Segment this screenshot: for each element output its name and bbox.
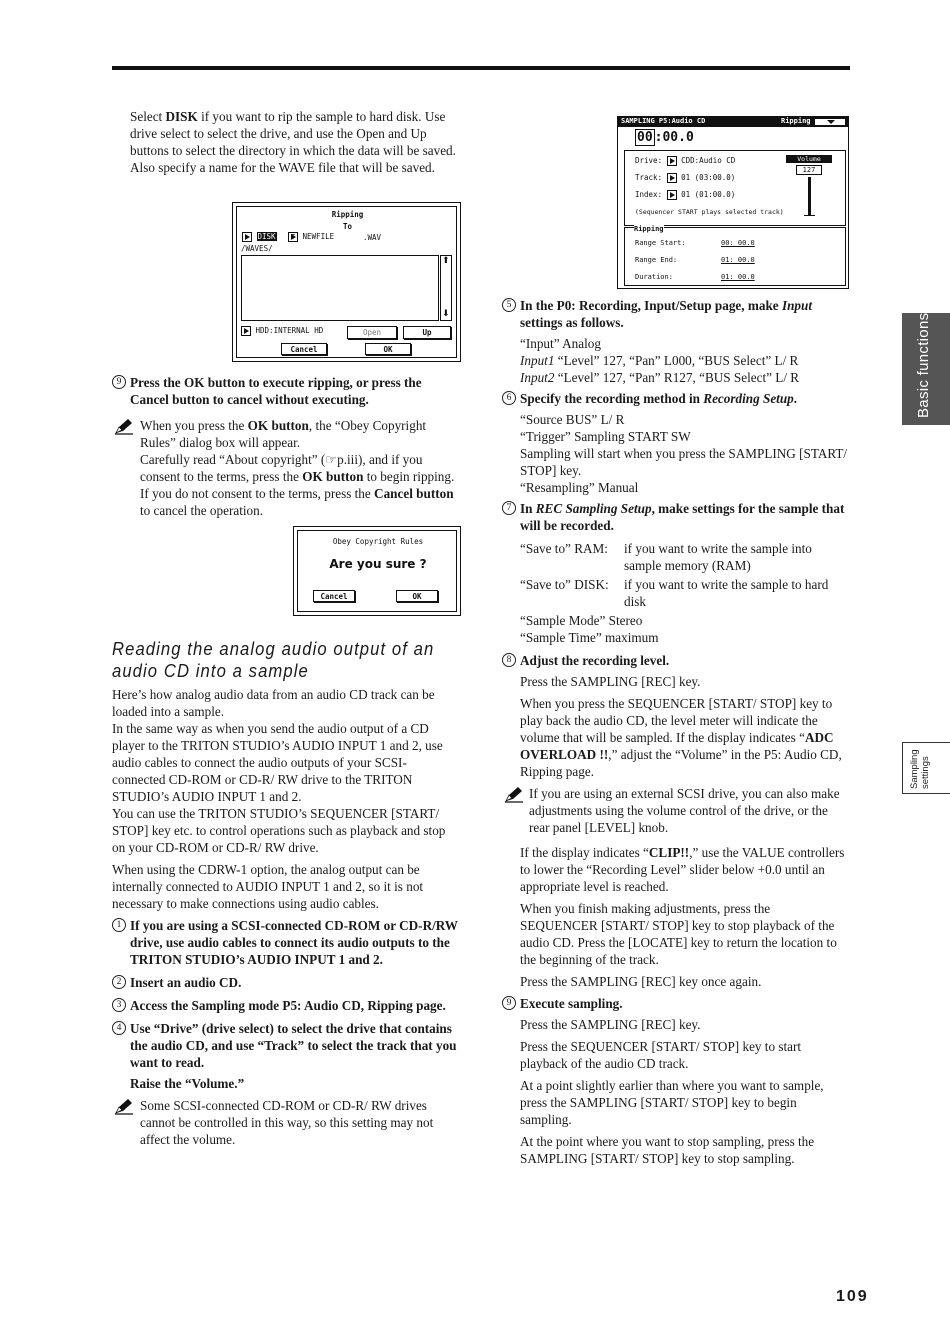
step-9-begin-sampling: At a point slightly earlier than where you want to sample, press the SAMPLING [START/ STOP] key to begin sampling. — [520, 1078, 824, 1127]
obey-ok-button[interactable]: OK — [396, 590, 438, 602]
pencil-note-icon — [504, 785, 524, 803]
sampling-settings-tab: Sampling settings — [902, 742, 950, 794]
step-8-level-meter: When you press the SEQUENCER [START/ STOP] key to play back the audio CD, the level meter will indicate the volume that will be sampled. If the display indicates “ADC OVERLOAD !!,” adjust the “Volume” in the P5: Audio CD, Ripping page. — [520, 696, 842, 779]
intro-paragraph: Select DISK if you want to rip the sample to hard disk. Use drive select to select the drive, and use the Open and Up buttons to select the directory in which the data will be saved. Also specify a name for the WAVE file that will be saved. — [130, 109, 456, 175]
file-list-scrollbar[interactable] — [440, 255, 452, 321]
scroll-up-icon[interactable]: ⬆ — [442, 256, 450, 266]
note-scsi: Some SCSI-connected CD-ROM or CD-R/ RW drives cannot be controlled in this way, so this setting may not affect the volume. — [112, 1097, 460, 1148]
step-9-stop-sampling: At the point where you want to stop sampling, press the SAMPLING [START/ STOP] key to stop sampling. — [520, 1134, 815, 1166]
left-column-mid — [112, 374, 460, 525]
ripping-title: Ripping — [331, 210, 364, 219]
left-column — [112, 108, 460, 184]
note-external-scsi: If you are using an external SCSI drive, you can also make adjustments using the volume control of the drive, or the rear panel [LEVEL] knob. — [502, 785, 850, 836]
basic-functions-tab: Basic functions — [902, 313, 950, 425]
obey-copyright-dialog — [293, 526, 461, 616]
volume-slider[interactable] — [808, 177, 811, 215]
para-4: When using the CDRW-1 option, the analog output can be internally connected to AUDIO INPUT 1 and 2, so it is not necessary to make connections using audio cables. — [112, 862, 424, 911]
up-button[interactable]: Up — [403, 326, 451, 339]
page-menu[interactable] — [814, 118, 846, 126]
step-7: 7 In REC Sampling Setup, make settings for the sample that will be recorded. — [502, 500, 850, 534]
clip-paragraph: If the display indicates “CLIP!!,” use the VALUE controllers to lower the “Recording Level” slider below +0.0 until an appropriate level is reached. — [520, 845, 845, 894]
ripping-dialog — [232, 202, 461, 362]
range-start-label: Range Start: — [635, 239, 686, 247]
step-8: 8 Adjust the recording level. — [502, 652, 850, 669]
save-to-disk: “Save to” DISK: if you want to write the sample to hard disk — [520, 577, 829, 609]
finish-paragraph: When you finish making adjustments, press the SEQUENCER [START/ STOP] key to stop playback of the audio CD. Press the [LOCATE] key to return the location to the beginning of the track. — [520, 901, 837, 967]
recording-settings: “Source BUS” L/ R “Trigger” Sampling START SW Sampling will start when you press the SAMPLING [START/ STOP] key. “Resampling” Manual — [520, 412, 848, 495]
note-obey: When you press the OK button, the “Obey Copyright Rules” dialog box will appear. Carefully read “About copyright” (☞p.iii), and if you consent to the terms, press the OK button to begin ripping. If you do not consent to the terms, press the Cancel button to cancel the operation. — [112, 417, 460, 519]
section-heading: Reading the analog audio output of an audio CD into a sample — [112, 638, 435, 681]
cancel-button[interactable]: Cancel — [281, 343, 327, 355]
time-display: 00 :00.0 — [637, 130, 694, 145]
screen-header: SAMPLING P5:Audio CD — [621, 117, 706, 125]
step-5: 5 In the P0: Recording, Input/Setup page, make Input settings as follows. — [502, 297, 850, 331]
para-3: You can use the TRITON STUDIO’s SEQUENCER [START/ STOP] key etc. to control operations such as playback and stop on your CD-ROM or CD-R/ RW drive. — [112, 806, 446, 855]
open-button[interactable]: Open — [347, 326, 397, 339]
sample-settings: “Sample Mode” Stereo “Sample Time” maximum — [520, 613, 659, 645]
wav-extension: .WAV — [363, 233, 382, 242]
step-9-right: 9 Execute sampling. — [502, 995, 850, 1012]
press-again: Press the SAMPLING [REC] key once again. — [520, 974, 762, 989]
ok-button[interactable]: OK — [365, 343, 411, 355]
ripping-section-label: Ripping — [634, 225, 664, 233]
step-2: 2 Insert an audio CD. — [112, 974, 460, 991]
ripping-to: To — [342, 222, 353, 231]
right-column — [502, 297, 850, 1172]
left-column-lower — [112, 622, 460, 1154]
sampling-audio-cd-screen — [617, 116, 849, 289]
file-list[interactable] — [241, 255, 439, 321]
obey-cancel-button[interactable]: Cancel — [313, 590, 355, 602]
step-9-start-playback: Press the SEQUENCER [START/ STOP] key to start playback of the audio CD track. — [520, 1039, 802, 1071]
drive-field[interactable]: Drive: CDD:Audio CD — [635, 156, 736, 165]
pencil-note-icon — [114, 417, 134, 435]
pencil-note-icon — [114, 1097, 134, 1115]
top-rule — [112, 66, 850, 70]
range-end-label: Range End: — [635, 256, 678, 264]
step-8-press-rec: Press the SAMPLING [REC] key. — [520, 674, 701, 689]
index-field[interactable]: Index: 01 (01:00.0) — [635, 190, 736, 199]
chevron-down-icon — [827, 120, 835, 124]
path-label: /WAVES/ — [241, 244, 273, 253]
track-field[interactable]: Track: 01 (03:00.0) — [635, 173, 736, 182]
newfile-option[interactable]: T NEWFILE — [288, 232, 334, 242]
sequencer-hint: (Sequencer START plays selected track) — [635, 208, 784, 216]
para-1: Here’s how analog audio data from an audio CD track can be loaded into a sample. — [112, 687, 435, 719]
range-start-value[interactable]: 00: 00.0 — [721, 239, 755, 247]
raise-volume: Raise the “Volume.” — [130, 1076, 245, 1091]
step-6: 6 Specify the recording method in Recording Setup. — [502, 390, 850, 407]
para-2: In the same way as when you send the audio output of a CD player to the TRITON STUDIO’s AUDIO INPUT 1 and 2, use audio cables to connect the audio outputs of your SCSI-connected CD-ROM or CD-R/ RW drive to the TRITON STUDIO’s AUDIO INPUT 1 and 2. — [112, 721, 443, 804]
step-9-press-rec: Press the SAMPLING [REC] key. — [520, 1017, 701, 1032]
obey-title: Obey Copyright Rules — [332, 537, 424, 546]
step-1: 1 If you are using a SCSI-connected CD-ROM or CD-R/RW drive, use audio cables to connect its audio outputs to the TRITON STUDIO’s AUDIO INPUT 1 and 2. — [112, 917, 460, 968]
disk-option[interactable]: DISK — [242, 232, 277, 242]
volume-label: Volume — [797, 155, 821, 163]
duration-value: 01: 00.0 — [721, 273, 755, 281]
ripping-tab[interactable]: Ripping — [781, 117, 811, 125]
drive-select[interactable]: HDD:INTERNAL HD — [241, 326, 323, 336]
volume-value[interactable]: 127 — [796, 165, 822, 175]
step-3: 3 Access the Sampling mode P5: Audio CD, Ripping page. — [112, 997, 460, 1014]
range-end-value[interactable]: 01: 00.0 — [721, 256, 755, 264]
input-settings: “Input” Analog Input1 “Level” 127, “Pan” L000, “BUS Select” L/ R Input2 “Level” 127, “Pan” R127, “BUS Select” L/ R — [520, 336, 800, 385]
step-9-left: 9 Press the OK button to execute ripping, or press the Cancel button to cancel without executing. — [112, 374, 460, 408]
step-4: 4 Use “Drive” (drive select) to select the drive that contains the audio CD, and use “Track” to select the track that you want to read. — [112, 1020, 460, 1071]
duration-label: Duration: — [635, 273, 673, 281]
page-number: 109 — [836, 1288, 869, 1305]
obey-question: Are you sure ? — [329, 557, 427, 571]
save-to-ram: “Save to” RAM: if you want to write the sample into sample memory (RAM) — [520, 541, 812, 573]
scroll-down-icon[interactable]: ⬇ — [442, 309, 450, 319]
